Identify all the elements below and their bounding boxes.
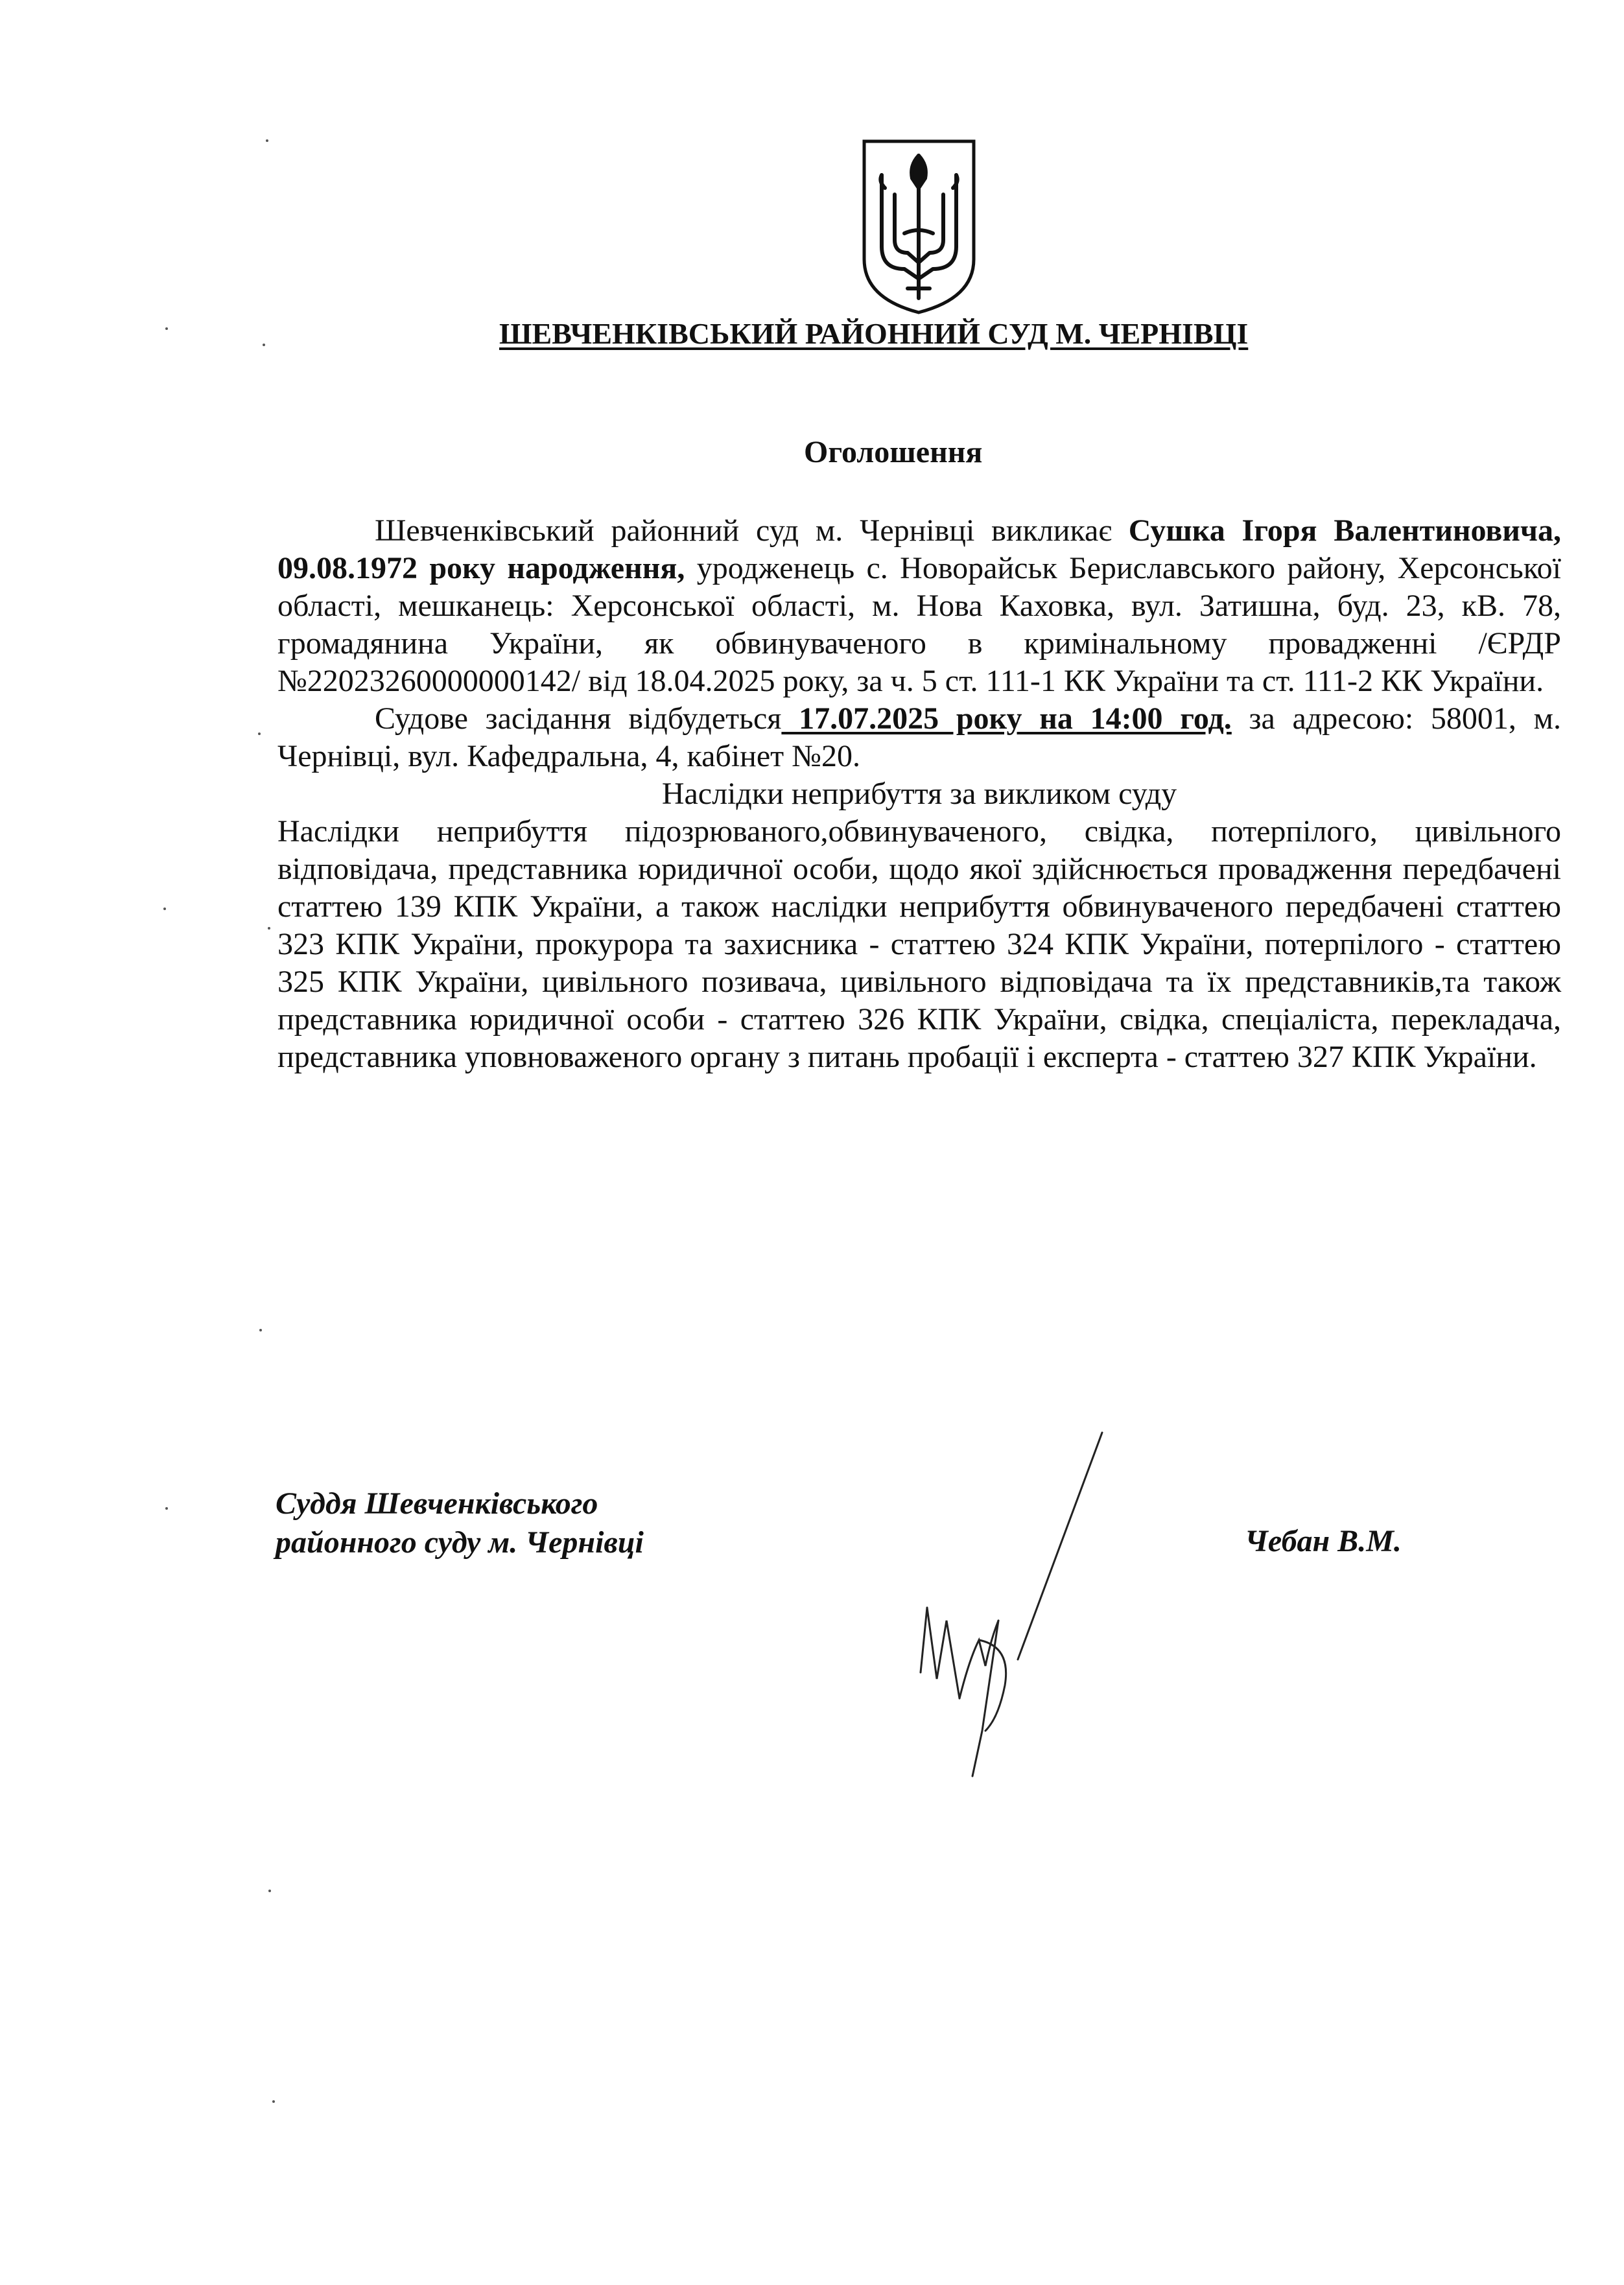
scan-speck <box>165 1507 168 1510</box>
summons-paragraph <box>277 512 1561 700</box>
scan-speck <box>263 344 265 346</box>
judge-name: Чебан В.М. <box>1245 1524 1402 1558</box>
ukraine-trident-emblem-icon <box>859 136 979 318</box>
document-body <box>277 512 1561 1076</box>
consequences-text: Наслідки неприбуття підозрюваного,обвинуваченого, свідка, потерпілого, цивільного відповідача, представника юридичної особи, щодо якої здійснюється провадження передбачені статтею 139 КПК України, а також наслідки неприбуття обвинуваченого передбачені статтею 323 КПК України, прокурора та захисника - статтею 324 КПК України, потерпілого - статтею 325 КПК України, цивільного позивача, цивільного відповідача та їх представників,та також представника юридичної особи - статтею 326 КПК України, свідка, спеціаліста, перекладача, представника уповноваженого органу з питань пробації і експерта - статтею 327 КПК України. <box>277 814 1561 1074</box>
hearing-datetime: 17.07.2025 року на 14:00 год. <box>781 701 1232 736</box>
document-heading: Оголошення <box>804 435 983 469</box>
consequences-title: Наслідки неприбуття за викликом суду <box>661 777 1177 811</box>
judge-position-line1: Суддя Шевченківського <box>276 1486 598 1521</box>
scan-speck <box>272 2100 275 2103</box>
summoned-person: Сушка Ігоря Валентиновича, 09.08.1972 року народження, <box>277 513 1561 585</box>
scan-speck <box>259 1329 262 1331</box>
summons-details: уродженець с. Новорайськ Бериславського району, Херсонської області, мешканець: Херсонської області, м. Нова Каховка, вул. Затишна, буд. 23, кВ. 78, громадянина України, як обвинуваченого в кримінальному провадженні /ЄРДР №22023260000000142/ від 18.04.2025 року, за ч. 5 ст. 111-1 КК України та ст. 111-2 КК України. <box>277 551 1562 698</box>
court-name-header: ШЕВЧЕНКІВСЬКИЙ РАЙОННИЙ СУД М. ЧЕРНІВЦІ <box>499 317 1249 350</box>
scan-speck <box>268 1890 271 1892</box>
hearing-address: за адресою: 58001, м. Чернівці, вул. Кафедральна, 4, кабінет №20. <box>277 701 1562 773</box>
scan-speck <box>163 908 166 910</box>
hearing-intro: Судове засідання відбудеться <box>375 701 782 736</box>
scan-speck <box>165 327 168 330</box>
scan-speck <box>268 927 270 930</box>
handwritten-signature <box>908 1426 1122 1789</box>
scan-speck <box>266 139 268 142</box>
judge-position-line2: районного суду м. Чернівці <box>276 1525 644 1560</box>
scan-speck <box>258 732 261 735</box>
summons-intro: Шевченківський районний суд м. Чернівці викликає <box>375 513 1129 548</box>
judge-position <box>276 1484 644 1562</box>
hearing-paragraph <box>277 700 1561 775</box>
